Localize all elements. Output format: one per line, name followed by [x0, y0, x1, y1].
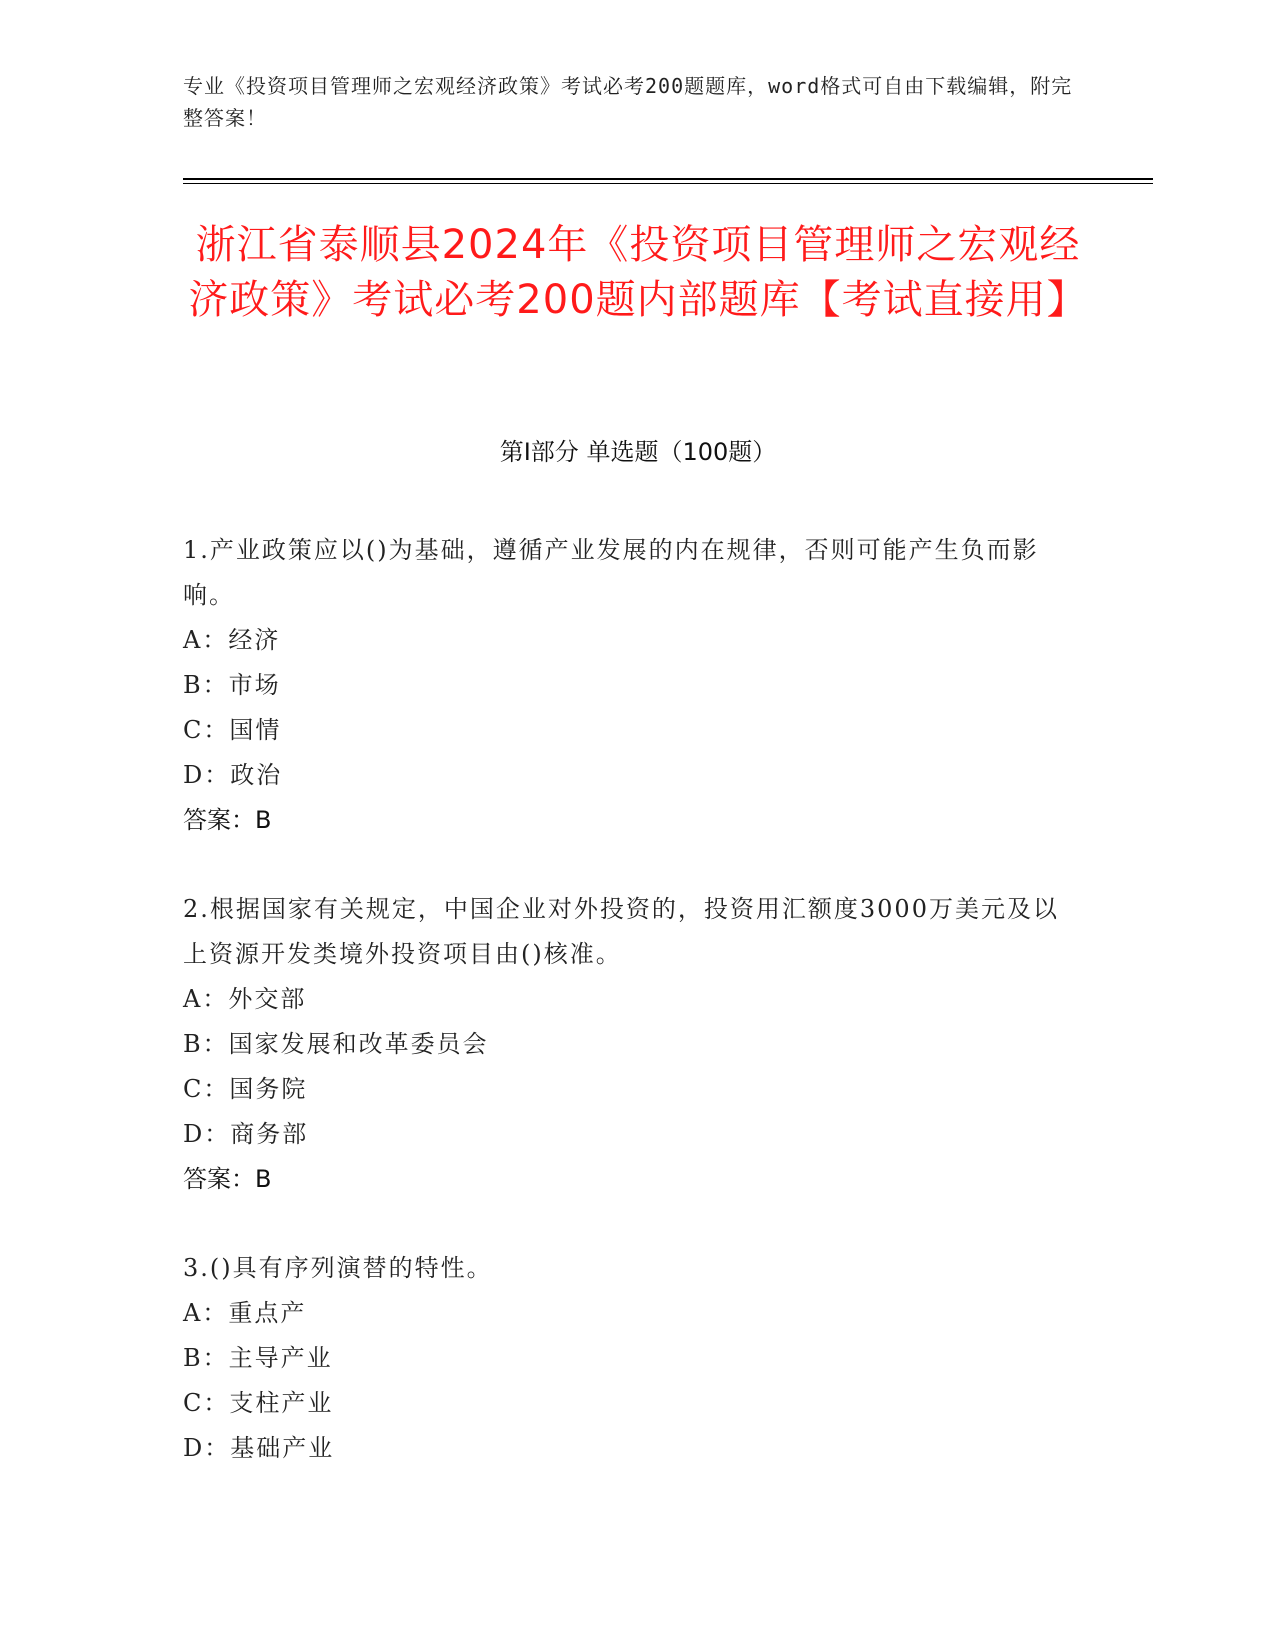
question-list [183, 528, 1083, 1515]
header-note: 专业《投资项目管理师之宏观经济政策》考试必考200题题库，word格式可自由下载编辑，附完整答案！ [183, 74, 1073, 130]
answer: 答案：B [183, 806, 272, 834]
option-c: C：国务院 [183, 1075, 308, 1103]
answer: 答案：B [183, 1165, 272, 1193]
question-stem: 2.根据国家有关规定，中国企业对外投资的，投资用汇额度3000万美元及以上资源开发类境外投资项目由()核准。 [183, 895, 1059, 968]
question-stem: 3.()具有序列演替的特性。 [183, 1254, 493, 1282]
section-title: 第I部分 单选题（100题） [499, 438, 777, 466]
option-b: B：主导产业 [183, 1344, 333, 1372]
option-a: A：经济 [183, 626, 281, 654]
header-rule-thin [183, 183, 1153, 184]
option-b: B：国家发展和改革委员会 [183, 1030, 489, 1058]
header-rule-thick [183, 178, 1153, 180]
option-c: C：国情 [183, 716, 282, 744]
option-d: D：基础产业 [183, 1434, 335, 1462]
question-item [183, 1246, 1083, 1471]
option-a: A：重点产 [183, 1299, 307, 1327]
option-a: A：外交部 [183, 985, 307, 1013]
question-item [183, 887, 1083, 1202]
question-stem: 1.产业政策应以()为基础，遵循产业发展的内在规律，否则可能产生负而影响。 [183, 536, 1039, 609]
option-c: C：支柱产业 [183, 1389, 334, 1417]
question-item [183, 528, 1083, 843]
option-d: D：政治 [183, 761, 283, 789]
document-title: 浙江省泰顺县2024年《投资项目管理师之宏观经济政策》考试必考200题内部题库【考试直接用】 [188, 222, 1088, 323]
option-d: D：商务部 [183, 1120, 309, 1148]
option-b: B：市场 [183, 671, 281, 699]
